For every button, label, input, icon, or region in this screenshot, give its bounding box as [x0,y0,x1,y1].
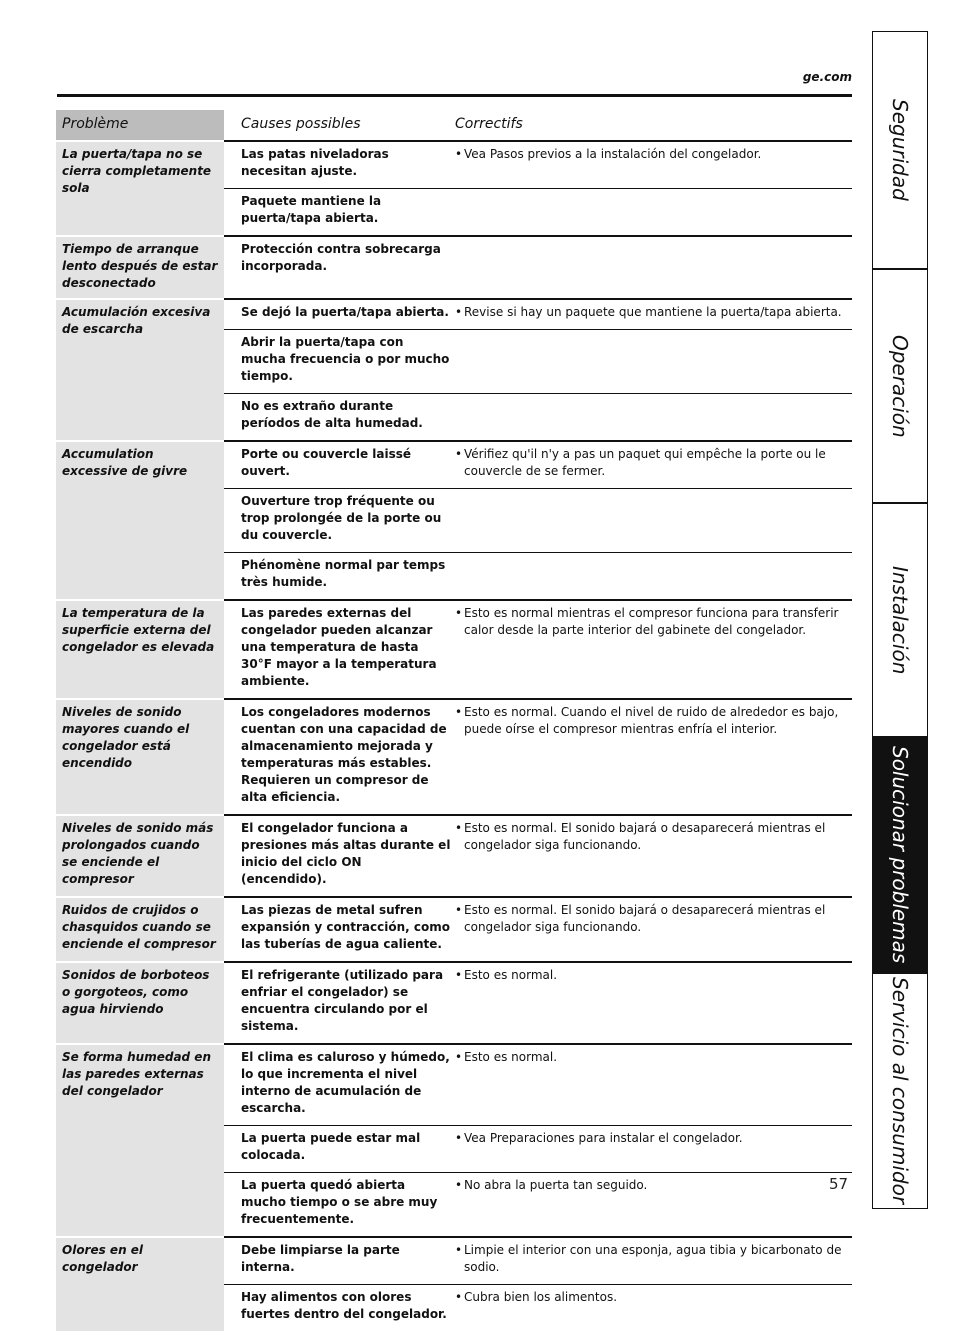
header-causes: Causes possibles [224,110,453,141]
fix-cell [453,236,852,299]
table-body [56,141,852,1331]
cause-cell: Abrir la puerta/tapa con mucha frecuencia o por mucho tiempo. [224,330,453,394]
fix-text: Vérifiez qu'il n'y a pas un paquet qui empêche la porte ou le couvercle de se fermer. [464,446,852,480]
fix-cell [453,299,852,330]
problem-cell: Sonidos de borboteos o gorgoteos, como agua hirviendo [56,962,224,1044]
table-row [56,897,852,962]
fix-cell [453,1126,852,1173]
bullet-icon: • [455,902,464,936]
fix-cell [453,553,852,601]
problem-cell: La temperatura de la superficie externa del congelador es elevada [56,600,224,699]
fix-cell [453,962,852,1044]
bullet-icon: • [455,820,464,854]
fix-cell [453,330,852,394]
fix-item [455,304,852,321]
section-tabs [872,31,928,1209]
page-number: 57 [829,1175,848,1193]
table-row [56,141,852,189]
tab-solucionar-problemas[interactable] [872,737,928,973]
fix-cell [453,1044,852,1126]
cause-cell: La puerta quedó abierta mucho tiempo o se abre muy frecuentemente. [224,1173,453,1238]
problem-cell: Acumulación excesiva de escarcha [56,299,224,441]
cause-cell: Hay alimentos con olores fuertes dentro del congelador. [224,1285,453,1331]
fix-text: Cubra bien los alimentos. [464,1289,852,1306]
fix-text: Vea Preparaciones para instalar el congelador. [464,1130,852,1147]
table-row [56,299,852,330]
bullet-icon: • [455,1242,464,1276]
bullet-icon: • [455,304,464,321]
header-rule [57,94,852,97]
cause-cell: La puerta puede estar mal colocada. [224,1126,453,1173]
fix-item [455,820,852,854]
tab-label: Seguridad [888,99,912,201]
bullet-icon: • [455,967,464,984]
fix-text: Limpie el interior con una esponja, agua tibia y bicarbonato de sodio. [464,1242,852,1276]
tab-instalación[interactable] [872,503,928,737]
problem-cell: Niveles de sonido más prolongados cuando se enciende el compresor [56,815,224,897]
cause-cell: Los congeladores modernos cuentan con una capacidad de almacenamiento mejorada y temperaturas más estables. Requieren un compresor de alta eficiencia. [224,699,453,815]
fix-item [455,1289,852,1306]
problem-cell: Tiempo de arranque lento después de estar desconectado [56,236,224,299]
tab-label: Instalación [888,566,912,674]
bullet-icon: • [455,446,464,480]
cause-cell: No es extraño durante períodos de alta humedad. [224,394,453,442]
table-header-row [56,110,852,141]
header-problem: Problème [56,110,224,141]
bullet-icon: • [455,146,464,163]
fix-item [455,704,852,738]
fix-cell [453,699,852,815]
tab-label: Operación [888,335,912,438]
cause-cell: Protección contra sobrecarga incorporada. [224,236,453,299]
tab-seguridad[interactable] [872,31,928,269]
fix-item [455,605,852,639]
fix-cell [453,394,852,442]
cause-cell: Se dejó la puerta/tapa abierta. [224,299,453,330]
problem-cell: Niveles de sonido mayores cuando el congelador está encendido [56,699,224,815]
fix-cell [453,1173,852,1238]
fix-cell [453,441,852,489]
problem-cell: Olores en el congelador [56,1237,224,1331]
fix-text: Vea Pasos previos a la instalación del congelador. [464,146,852,163]
fix-item [455,146,852,163]
troubleshooting-table [56,110,852,1331]
fix-text: Revise si hay un paquete que mantiene la puerta/tapa abierta. [464,304,852,321]
table-row [56,600,852,699]
problem-cell: La puerta/tapa no se cierra completamente sola [56,141,224,236]
cause-cell: El congelador funciona a presiones más altas durante el inicio del ciclo ON (encendido). [224,815,453,897]
table-row [56,236,852,299]
table-row [56,699,852,815]
bullet-icon: • [455,1289,464,1306]
fix-text: Esto es normal. El sonido bajará o desaparecerá mientras el congelador siga funcionando. [464,902,852,936]
bullet-icon: • [455,1130,464,1147]
cause-cell: Phénomène normal par temps très humide. [224,553,453,601]
cause-cell: Ouverture trop fréquente ou trop prolongée de la porte ou du couvercle. [224,489,453,553]
fix-item [455,902,852,936]
cause-cell: El refrigerante (utilizado para enfriar el congelador) se encuentra circulando por el sistema. [224,962,453,1044]
problem-cell: Ruidos de crujidos o chasquidos cuando se enciende el compresor [56,897,224,962]
cause-cell: Debe limpiarse la parte interna. [224,1237,453,1285]
table-row [56,962,852,1044]
fix-cell [453,815,852,897]
table-row [56,441,852,489]
site-url: ge.com [803,70,852,84]
cause-cell: Las paredes externas del congelador pueden alcanzar una temperatura de hasta 30°F mayor a la temperatura ambiente. [224,600,453,699]
cause-cell: Porte ou couvercle laissé ouvert. [224,441,453,489]
fix-text: Esto es normal. [464,967,852,984]
table-row [56,815,852,897]
fix-item [455,967,852,984]
fix-cell [453,897,852,962]
fix-cell [453,1237,852,1285]
cause-cell: El clima es caluroso y húmedo, lo que incrementa el nivel interno de acumulación de escarcha. [224,1044,453,1126]
fix-text: Esto es normal mientras el compresor funciona para transferir calor desde la parte interior del gabinete del congelador. [464,605,852,639]
tab-operación[interactable] [872,269,928,503]
table-row [56,1237,852,1285]
table-row [56,1044,852,1126]
bullet-icon: • [455,1049,464,1066]
fix-cell [453,1285,852,1331]
fix-cell [453,141,852,189]
cause-cell: Las patas niveladoras necesitan ajuste. [224,141,453,189]
fix-cell [453,489,852,553]
problem-cell: Accumulation excessive de givre [56,441,224,600]
header-fixes: Correctifs [453,110,852,141]
bullet-icon: • [455,704,464,738]
cause-cell: Las piezas de metal sufren expansión y contracción, como las tuberías de agua caliente. [224,897,453,962]
fix-text: Esto es normal. Cuando el nivel de ruido de alrededor es bajo, puede oírse el compresor mientras enfría el interior. [464,704,852,738]
bullet-icon: • [455,1177,464,1194]
fix-text: Esto es normal. [464,1049,852,1066]
fix-item [455,1049,852,1066]
fix-text: Esto es normal. El sonido bajará o desaparecerá mientras el congelador siga funcionando. [464,820,852,854]
fix-item [455,1242,852,1276]
bullet-icon: • [455,605,464,639]
tab-servicio-al-consumidor[interactable] [872,973,928,1209]
tab-label: Solucionar problemas [888,746,912,963]
problem-cell: Se forma humedad en las paredes externas del congelador [56,1044,224,1237]
fix-item [455,446,852,480]
fix-cell [453,189,852,237]
fix-text: No abra la puerta tan seguido. [464,1177,852,1194]
cause-cell: Paquete mantiene la puerta/tapa abierta. [224,189,453,237]
fix-item [455,1130,852,1147]
tab-label: Servicio al consumidor [888,977,912,1204]
fix-item [455,1177,852,1194]
fix-cell [453,600,852,699]
